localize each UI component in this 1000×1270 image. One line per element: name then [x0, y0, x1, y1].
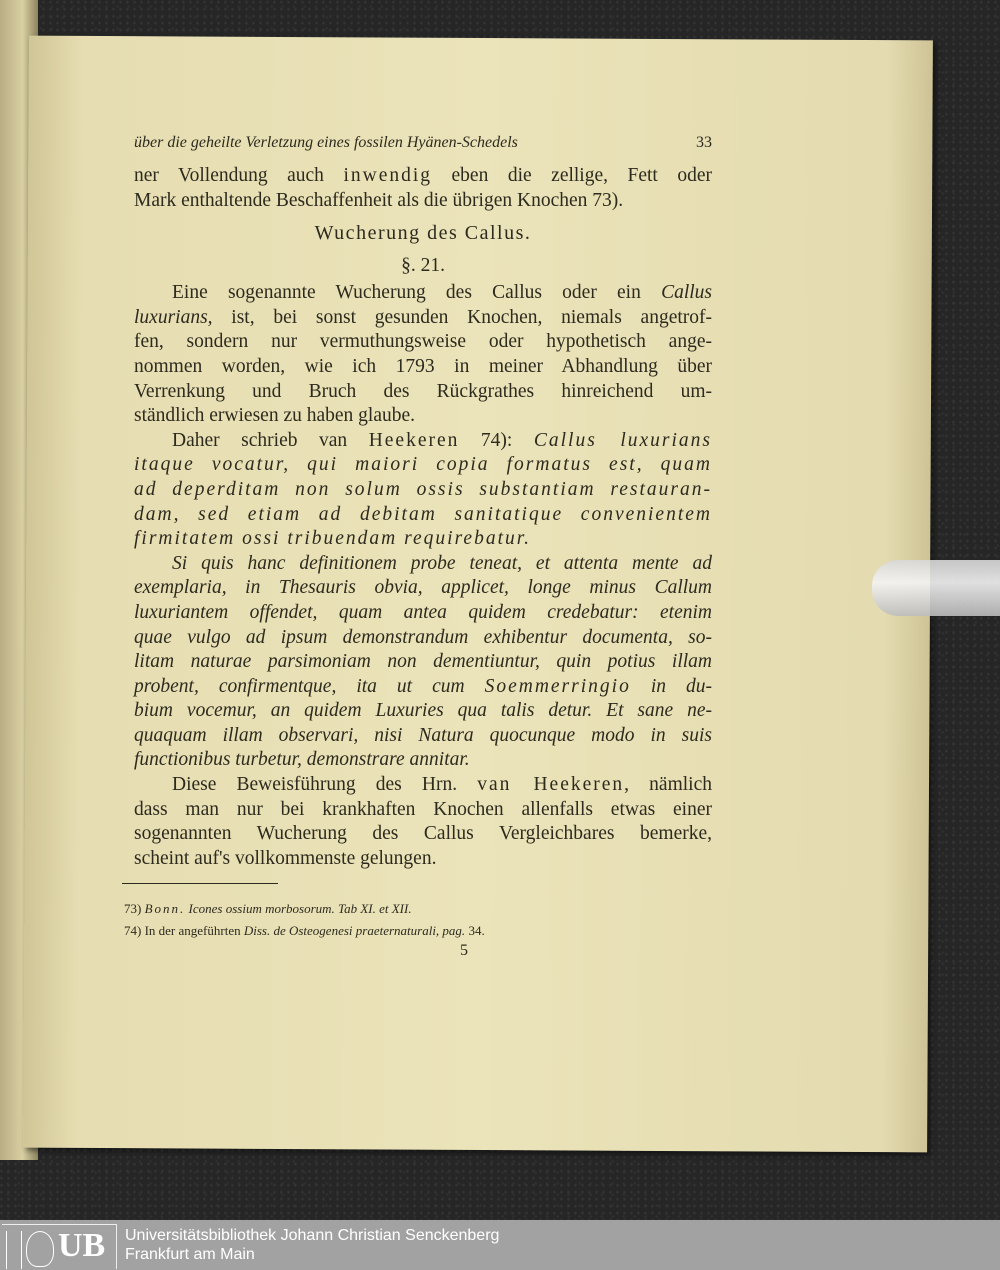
text-run: luxurians, [134, 306, 213, 328]
text-run: Daher schrieb van [172, 429, 369, 451]
text-run: ad deperditam non solum ossis substantiam restauran- [134, 478, 712, 500]
footer-line-1: Universitätsbibliothek Johann Christian Senckenberg [125, 1227, 500, 1244]
section-heading: Wucherung des Callus. [314, 222, 532, 245]
text-run: inwendig [343, 165, 433, 186]
footnotes [124, 898, 712, 942]
text-line [134, 281, 712, 306]
text-run: dam, sed etiam ad debitam sanitatique convenientem [134, 503, 712, 525]
text-run: firmitatem ossi tribuendam requirebatur. [134, 528, 532, 550]
text-line [134, 847, 712, 872]
text-run: luxuriantem offendet, quam antea quidem credebatur: etenim [134, 601, 712, 623]
footer-band [0, 1220, 1000, 1270]
signature-mark: 5 [460, 942, 468, 960]
text-line [134, 429, 712, 454]
text-run: exemplaria, in Thesauris obvia, applicet, longe minus Callum [134, 577, 712, 599]
text-line [134, 453, 712, 478]
text-run: quaquam illam observari, nisi Natura quocunque modo in suis [134, 724, 712, 746]
text-run: bium vocemur, an quidem Luxuries qua talis detur. Et sane ne- [134, 700, 712, 722]
text-line [134, 355, 712, 380]
text-run: 74): [459, 429, 534, 451]
text-run: ist, bei sonst gesunden Knochen, niemals angetrof- [212, 306, 712, 328]
text-line [134, 699, 712, 724]
text-line [134, 330, 712, 355]
text-run: in du- [630, 675, 712, 697]
text-run: fen, sondern nur vermuthungsweise oder hypothetisch ange- [134, 331, 712, 353]
text-run: Icones ossium morbosorum. Tab XI. et XII. [185, 901, 412, 917]
text-run: Eine sogenannte Wucherung des Callus oder ein [172, 282, 662, 304]
text-run: Diss. de Osteogenesi praeternaturali, pag. [243, 923, 466, 939]
text-run: van Heekeren [477, 774, 625, 796]
text-run: itaque vocatur, qui maiori copia formatus est, quam [134, 454, 712, 476]
text-line [134, 724, 712, 749]
text-run: dass man nur bei krankhaften Knochen allenfalls etwas einer [134, 798, 712, 820]
logo-text: UB [58, 1227, 106, 1264]
text-line [134, 626, 712, 651]
body-text [134, 164, 712, 871]
text-run: 74) In der angeführten [124, 923, 244, 939]
text-line [134, 478, 712, 503]
text-run: functionibus turbetur, demonstrare annitar. [134, 749, 470, 771]
text-line [134, 798, 712, 823]
text-line [134, 601, 712, 626]
text-line [134, 748, 712, 773]
text-run: scheint auf's vollkommenste gelungen. [134, 847, 437, 869]
text-run: , nämlich [624, 774, 712, 796]
text-line [134, 380, 712, 405]
text-run: 73) [124, 901, 145, 917]
text-run: Bonn. [144, 901, 186, 917]
page-text [124, 128, 712, 960]
text-run: probent, confirmentque, ita ut cum [134, 675, 485, 697]
text-line [134, 675, 712, 700]
running-head-title: über die geheilte Verletzung eines fossilen Hyänen-Schedels [134, 134, 518, 151]
footnote-rule [122, 883, 278, 884]
text-run: Heekeren [368, 429, 460, 451]
text-line [134, 552, 712, 577]
text-run: Verrenkung und Bruch des Rückgrathes hinreichend um- [134, 380, 712, 402]
footer-text [125, 1226, 499, 1264]
footnote [124, 920, 712, 942]
text-line [134, 773, 712, 798]
text-run: quae vulgo ad ipsum demonstrandum exhibentur documenta, so- [134, 626, 712, 648]
text-line [134, 822, 712, 847]
text-run: Mark enthaltende Beschaffenheit als die übrigen Knochen 73). [134, 189, 624, 211]
text-line [134, 650, 712, 675]
text-run: Soemmerringio [484, 675, 631, 697]
running-head [134, 128, 712, 164]
text-line [134, 404, 712, 429]
text-line [134, 576, 712, 601]
footnote [124, 898, 712, 920]
text-run: eben die zellige, Fett oder [432, 165, 712, 186]
text-run: Callus [661, 282, 712, 304]
text-run: sogenannten Wucherung des Callus Vergleichbares bemerke, [134, 823, 712, 845]
section-number: §. 21. [401, 255, 445, 277]
logo-portrait-icon [26, 1231, 54, 1267]
footer-line-2: Frankfurt am Main [125, 1246, 255, 1263]
page-number: 33 [696, 134, 712, 151]
text-line [134, 164, 712, 189]
text-line [134, 503, 712, 528]
text-run: litam naturae parsimoniam non dementiuntur, quin potius illam [134, 651, 712, 673]
text-line [134, 189, 712, 214]
ub-logo[interactable] [2, 1224, 117, 1269]
text-run: Diese Beweisführung des Hrn. [172, 774, 478, 796]
logo-columns-icon [6, 1231, 22, 1269]
text-run: nommen worden, wie ich 1793 in meiner Abhandlung über [134, 355, 712, 377]
text-run: ner Vollendung auch [134, 165, 344, 186]
text-line [134, 306, 712, 331]
text-run: 34. [465, 923, 485, 939]
text-line [134, 527, 712, 552]
text-run: Callus luxurians [533, 429, 712, 451]
text-run: Si quis hanc definitionem probe teneat, et attenta mente ad [172, 552, 712, 574]
text-run: ständlich erwiesen zu haben glaube. [134, 405, 416, 427]
glass-page-holder [872, 560, 1000, 616]
